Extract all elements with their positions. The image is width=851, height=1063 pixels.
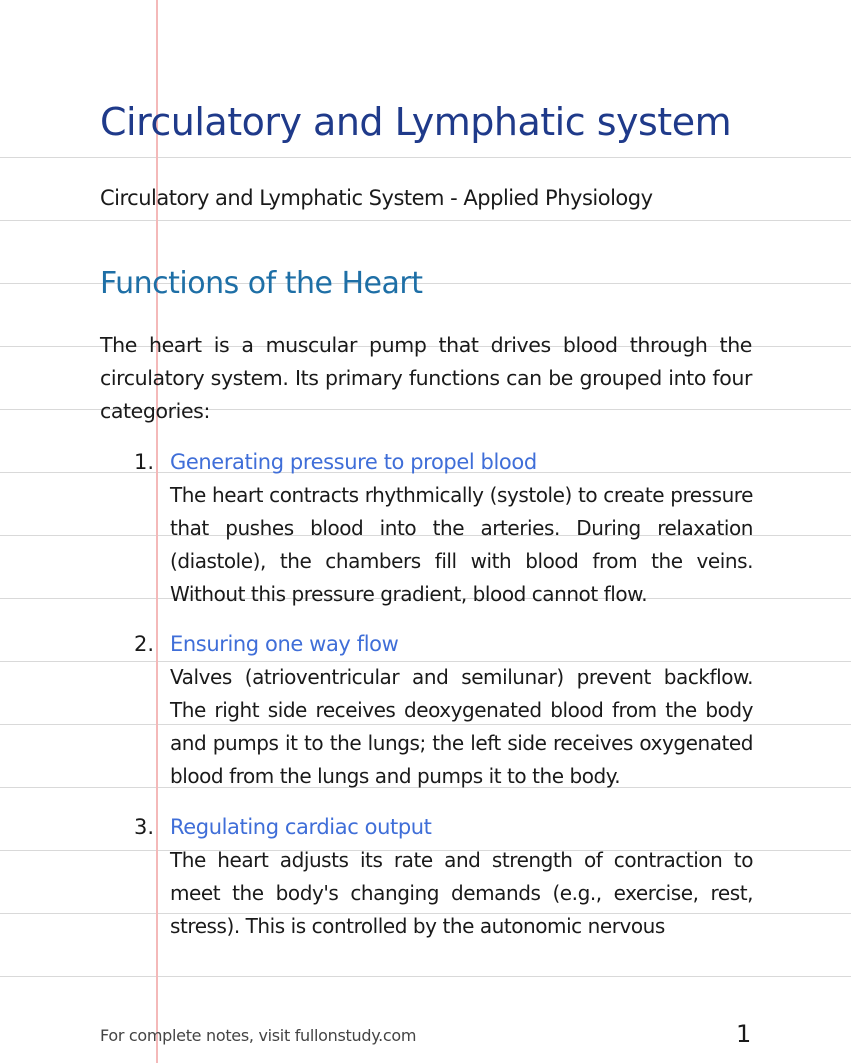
list-item-title: Ensuring one way flow bbox=[170, 632, 399, 656]
list-number: 3. bbox=[134, 815, 155, 839]
list-item-body: The heart adjusts its rate and strength of contraction to meet the body's changing demands (e.g., exercise, rest, stress). This is controlled by the autonomic nervous bbox=[170, 848, 753, 938]
footer-note: For complete notes, visit fullonstudy.com bbox=[100, 1026, 417, 1045]
notebook-rule-line bbox=[0, 220, 851, 221]
notebook-rule-line bbox=[0, 157, 851, 158]
notebook-rule-line bbox=[0, 976, 851, 977]
list-number: 1. bbox=[134, 450, 155, 474]
list-item-title: Regulating cardiac output bbox=[170, 815, 432, 839]
list-item-body: Valves (atrioventricular and semilunar) prevent backflow. The right side receives deoxygenated blood from the body and pumps it to the lungs; the left side receives oxygenated blood from the lungs and pumps it to the body. bbox=[170, 665, 753, 788]
list-item-title: Generating pressure to propel blood bbox=[170, 450, 537, 474]
list-item-body: The heart contracts rhythmically (systole) to create pressure that pushes blood into the arteries. During relaxation (diastole), the chambers fill with blood from the veins. Without this pressure gradient, blood cannot flow. bbox=[170, 483, 753, 606]
notebook-margin-line bbox=[156, 0, 158, 1063]
page-subtitle: Circulatory and Lymphatic System - Applied Physiology bbox=[100, 186, 653, 210]
page-number: 1 bbox=[736, 1020, 752, 1048]
list-number: 2. bbox=[134, 632, 155, 656]
section-intro-paragraph: The heart is a muscular pump that drives blood through the circulatory system. Its primary functions can be grouped into four categories: bbox=[100, 333, 752, 423]
section-heading: Functions of the Heart bbox=[100, 266, 423, 301]
page-title: Circulatory and Lymphatic system bbox=[100, 100, 732, 144]
